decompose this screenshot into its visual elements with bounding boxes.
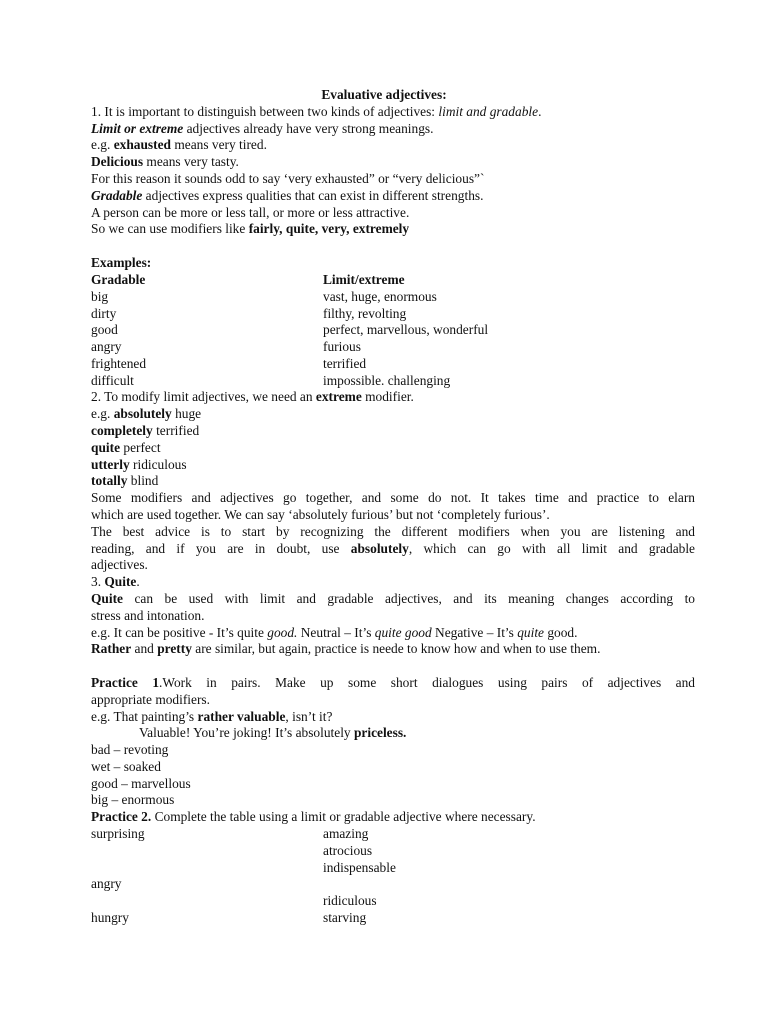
gradable-column-header: Gradable bbox=[91, 272, 146, 287]
adjective-pair: bad – revoting bbox=[91, 742, 169, 757]
table-row: frightened terrified bbox=[91, 356, 367, 371]
intro-line-5: For this reason it sounds odd to say ‘very exhausted” or “very delicious”` bbox=[91, 171, 485, 186]
intro-line-7: A person can be more or less tall, or more or less attractive. bbox=[91, 205, 410, 220]
paragraph-line: adjectives. bbox=[91, 557, 148, 572]
table-row: dirty filthy, revolting bbox=[91, 306, 407, 321]
intro-line-1: 1. It is important to distinguish between two kinds of adjectives: limit and gradable. bbox=[91, 104, 542, 119]
document-title: Evaluative adjectives: bbox=[321, 87, 447, 102]
paragraph-line: The best advice is to start by recognizing the different modifiers when you are listening and bbox=[91, 524, 695, 539]
section3-heading: 3. Quite. bbox=[91, 574, 140, 589]
table-row: good perfect, marvellous, wonderful bbox=[91, 322, 489, 337]
intro-line-2: Limit or extreme adjectives already have very strong meanings. bbox=[91, 121, 434, 136]
intro-line-6: Gradable adjectives express qualities that can exist in different strengths. bbox=[91, 188, 484, 203]
modifier-example: totally blind bbox=[91, 473, 159, 488]
examples-heading: Examples: bbox=[91, 255, 152, 270]
examples-header-row bbox=[91, 271, 695, 288]
table-row: hungry starving bbox=[91, 910, 367, 925]
section2-line-1: 2. To modify limit adjectives, we need an extreme modifier. bbox=[91, 389, 414, 404]
dialogue-example: Valuable! You’re joking! It’s absolutely priceless. bbox=[139, 725, 407, 740]
adjective-pair: wet – soaked bbox=[91, 759, 161, 774]
modifier-example: utterly ridiculous bbox=[91, 457, 187, 472]
table-row: ridiculous bbox=[323, 893, 377, 908]
modifier-example: completely terrified bbox=[91, 423, 200, 438]
dialogue-example: e.g. That painting’s rather valuable, isn’t it? bbox=[91, 709, 333, 724]
paragraph-line: stress and intonation. bbox=[91, 608, 205, 623]
adjective-pair: big – enormous bbox=[91, 792, 175, 807]
intro-line-3: e.g. exhausted means very tired. bbox=[91, 137, 267, 152]
limit-column-header: Limit/extreme bbox=[323, 272, 405, 287]
paragraph-line: Quite can be used with limit and gradable adjectives, and its meaning changes according to bbox=[91, 591, 695, 606]
table-row: surprising amazing bbox=[91, 826, 369, 841]
paragraph-line: Some modifiers and adjectives go together, and some do not. It takes time and practice to elarn bbox=[91, 490, 695, 505]
paragraph-line: which are used together. We can say ‘absolutely furious’ but not ‘completely furious’. bbox=[91, 507, 550, 522]
adjective-pair: good – marvellous bbox=[91, 776, 191, 791]
table-row: indispensable bbox=[323, 860, 396, 875]
intro-line-8: So we can use modifiers like fairly, quite, very, extremely bbox=[91, 221, 410, 236]
modifier-example: quite perfect bbox=[91, 440, 161, 455]
table-row: atrocious bbox=[323, 843, 373, 858]
modifier-example: e.g. absolutely huge bbox=[91, 406, 202, 421]
practice1-instruction: appropriate modifiers. bbox=[91, 692, 210, 707]
paragraph-line: e.g. It can be positive - It’s quite good. Neutral – It’s quite good Negative – It’s quite good. bbox=[91, 625, 578, 640]
paragraph-line: reading, and if you are in doubt, use absolutely, which can go with all limit and gradable bbox=[91, 541, 696, 556]
intro-line-4: Delicious means very tasty. bbox=[91, 154, 239, 169]
table-row: big vast, huge, enormous bbox=[91, 289, 437, 304]
table-row: difficult impossible. challenging bbox=[91, 373, 451, 388]
practice1-instruction: Practice 1.Work in pairs. Make up some short dialogues using pairs of adjectives and bbox=[91, 675, 695, 690]
practice2-instruction: Practice 2. Complete the table using a limit or gradable adjective where necessary. bbox=[91, 809, 536, 824]
paragraph-line: Rather and pretty are similar, but again, practice is neede to know how and when to use them. bbox=[91, 641, 601, 656]
table-row: angry furious bbox=[91, 339, 361, 354]
table-row: angry bbox=[91, 876, 122, 891]
